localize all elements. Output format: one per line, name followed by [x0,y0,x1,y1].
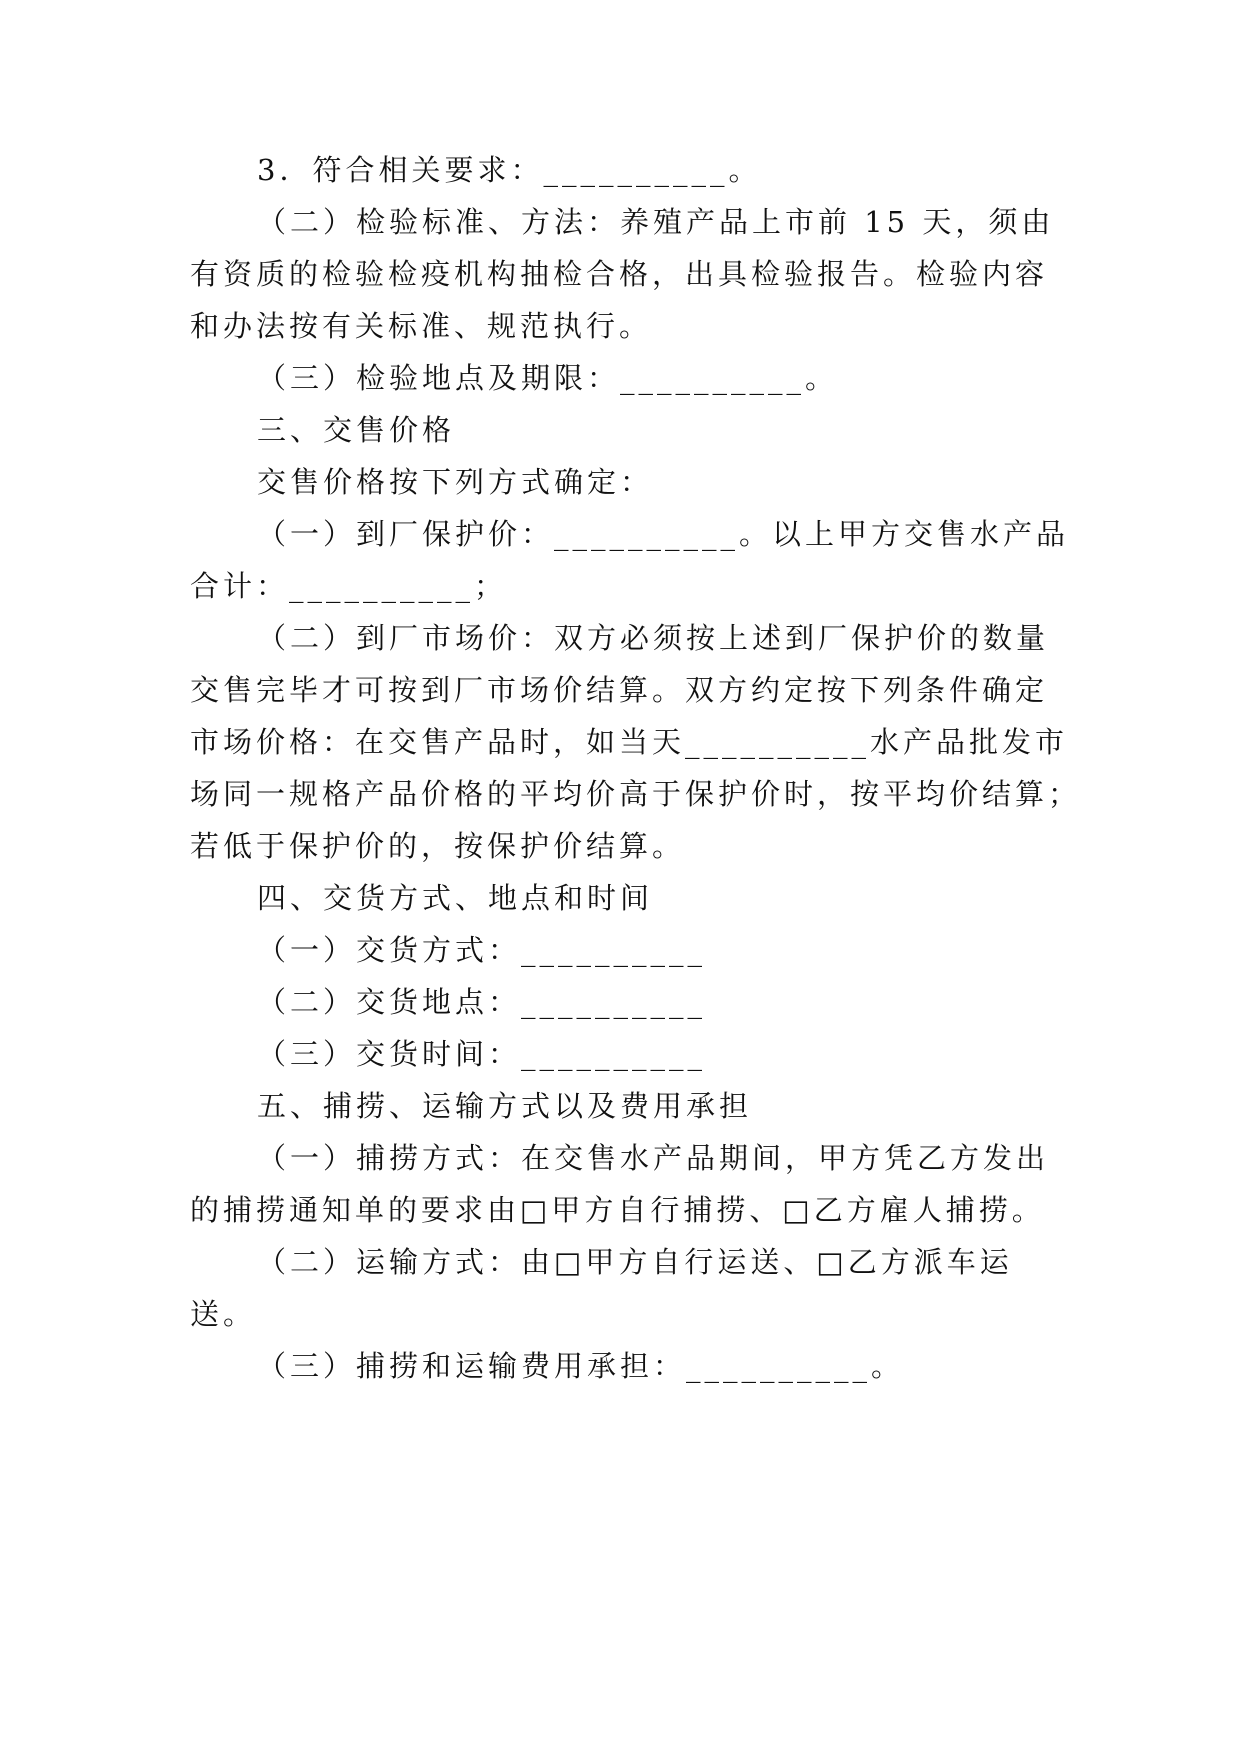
section-2-3-inspection-location: （三）检验地点及期限：__________。 [257,361,839,395]
paragraph-line: 场同一规格产品价格的平均价高于保护价时，按平均价结算； [190,777,1082,811]
paragraph-line: 的捕捞通知单的要求由□甲方自行捕捞、□乙方雇人捕捞。 [190,1193,1045,1227]
paragraph-line: 市场价格：在交售产品时，如当天__________水产品批发市 [190,725,1069,759]
section-3-1-protection-price: （一）到厂保护价：__________。以上甲方交售水产品 [257,517,1070,551]
paragraph-line: 交售价格按下列方式确定： [257,465,654,499]
paragraph-line: 有资质的检验检疫机构抽检合格，出具检验报告。检验内容 [190,257,1049,291]
paragraph-line: 若低于保护价的，按保护价结算。 [190,829,686,863]
item-3-requirements: 3．符合相关要求：__________。 [257,153,762,187]
section-4-1-delivery-method: （一）交货方式：__________ [257,933,707,967]
section-5-1-fishing-method: （一）捕捞方式：在交售水产品期间，甲方凭乙方发出 [257,1141,1050,1175]
section-5-3-cost-bearing: （三）捕捞和运输费用承担：__________。 [257,1349,905,1383]
section-4-3-delivery-time: （三）交货时间：__________ [257,1037,707,1071]
section-4-2-delivery-location: （二）交货地点：__________ [257,985,707,1019]
section-5-2-transport-method: （二）运输方式：由□甲方自行运送、□乙方派车运 [257,1245,1013,1279]
paragraph-line: 送。 [190,1297,257,1331]
section-3-2-market-price: （二）到厂市场价：双方必须按上述到厂保护价的数量 [257,621,1050,655]
heading-4-delivery: 四、交货方式、地点和时间 [257,881,654,915]
section-2-2-inspection-standard: （二）检验标准、方法：养殖产品上市前 15 天，须由 [257,205,1055,239]
heading-3-price: 三、交售价格 [257,413,456,447]
paragraph-line: 交售完毕才可按到厂市场价结算。双方约定按下列条件确定 [190,673,1049,707]
paragraph-line: 合计：__________； [190,569,508,603]
paragraph-line: 和办法按有关标准、规范执行。 [190,309,653,343]
heading-5-fishing-transport: 五、捕捞、运输方式以及费用承担 [257,1089,753,1123]
